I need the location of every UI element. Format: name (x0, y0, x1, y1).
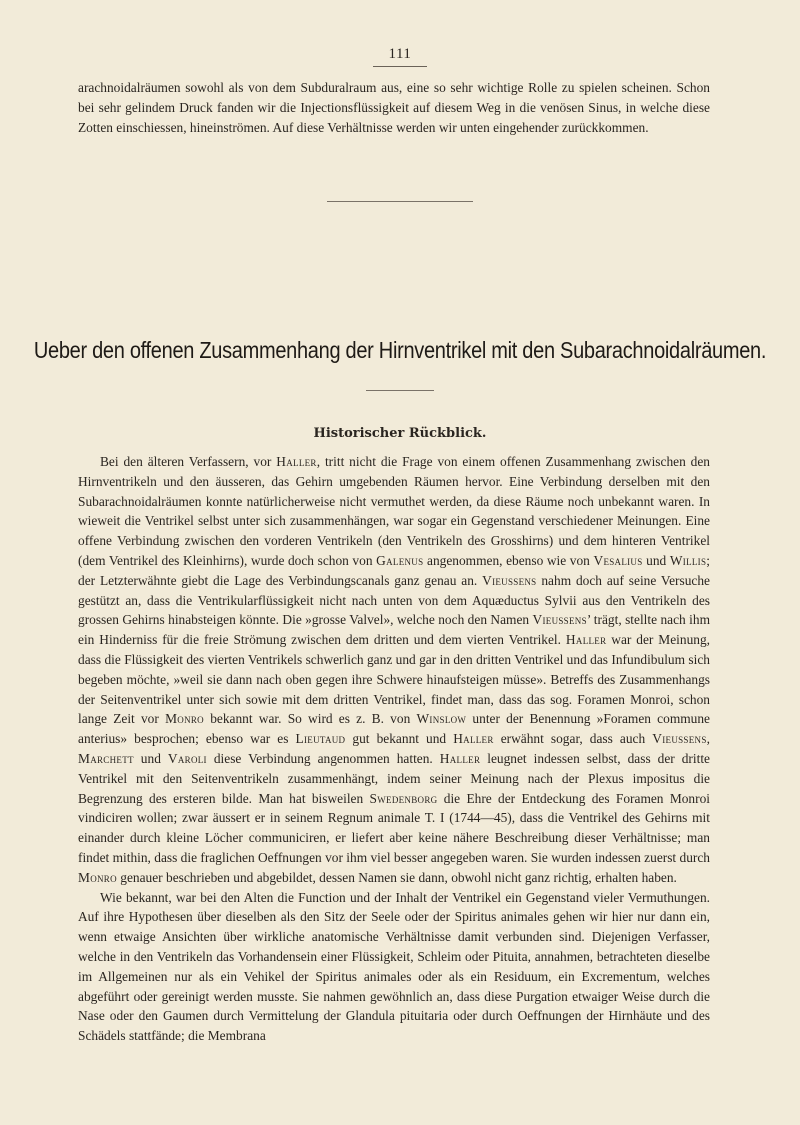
text-run: und (642, 552, 670, 568)
author-name: Vesalius (593, 552, 643, 568)
text-run: Bei den älteren Verfassern, vor (100, 454, 277, 469)
chapter-title: Ueber den offenen Zusammenhang der Hirnventrikel mit den Subarachnoidalräumen. (33, 338, 767, 364)
section-divider (327, 201, 473, 202)
author-name: Haller (439, 750, 481, 766)
text-run: die Ehre der Entdeckung des Foramen Monroi vindiciren wollen; zwar äussert er in seinem Regnum animale T. I (1744—45), dass die Ventrikel des Gehirns mit einander durch kleine Löcher communiciren, er liefert aber keine nähere Beschreibung dieser Verhältnisse; man findet mithin, dass die fraglichen Oeffnungen vor ihm viel besser angegeben waren. Sie wurden indessen zuerst durch (78, 790, 710, 865)
text-run: ’ trägt, stellte nach ihm ein Hinderniss für die freie Strömung zwischen dem dritten und dem vierten Ventrikel. (78, 612, 710, 648)
text-run: angenommen, ebenso wie von (423, 552, 594, 568)
text-run: genauer beschrieben und abgebildet, dessen Namen sie dann, obwohl nicht ganz richtig, erhalten haben. (116, 869, 677, 885)
text-run: gut bekannt und (345, 731, 454, 747)
text-run: diese Verbindung angenommen hatten. (206, 750, 440, 766)
intro-paragraph: arachnoidalräumen sowohl als von dem Subduralraum aus, eine so sehr wichtige Rolle zu spielen scheinen. Schon bei sehr gelindem Druck fanden wir die Injectionsflüssigkeit auf diesem Weg in die venösen Sinus, in welche diese Zotten einschiessen, hineinströmen. Auf diese Verhältnisse werden wir unten eingehender zurückkommen. (78, 80, 710, 135)
title-divider (366, 390, 434, 391)
text-run: erwähnt sogar, dass auch (493, 731, 653, 747)
section-subtitle: Historischer Rückblick. (313, 426, 487, 441)
author-name: Willis (669, 552, 707, 568)
page-number-underline (373, 66, 427, 67)
text-run: unter der Benennung »Foramen commune anterius» besprochen; ebenso war es (78, 711, 710, 747)
text-run: ; der Letzterwähnte giebt die Lage des Verbindungscanals ganz genau an. (78, 552, 710, 588)
page-number: 111 (388, 46, 412, 62)
body-text-block (78, 452, 710, 1046)
text-run: , (706, 731, 710, 747)
author-name: Winslow (416, 711, 467, 727)
author-name: Galenus (376, 552, 424, 568)
text-run: und (133, 750, 168, 766)
author-name: Vieussens (652, 731, 707, 747)
author-name: Haller (453, 731, 494, 747)
author-name: Varoli (167, 750, 207, 766)
author-name: Marchett (78, 750, 134, 766)
text-run: leugnet indessen selbst, dass der dritte Ventrikel mit den Seitenventrikeln zusammenhängt, indem seiner Meinung nach der Plexus impositus die Begrenzung des ersteren bilde. Man hat bisweilen (78, 750, 710, 806)
text-run: , tritt nicht die Frage von einem offenen Zusammenhang zwischen den Hirnventrikeln und den äusseren, das Gehirn umgebenden Räumen hervor. Eine Verbindung derselben mit den Subarachnoidalräumen konnte natürlicherweise nicht vermuthet werden, da diese Räume noch unbekannt waren. In wieweit die Ventrikel selbst unter sich zusammenhängen, war sogar ein Gegenstand verschiedener Meinungen. Eine offene Verbindung zwischen den vorderen Ventrikeln (den Ventrikeln des Grosshirns) und dem hinteren Ventrikel (dem Ventrikel des Kleinhirns), wurde doch schon von (78, 454, 710, 568)
text-run: nahm doch auf seine Versuche gestützt an, dass die Ventrikularflüssigkeit nicht nach unten von dem Aquæductus Sylvii aus den Ventrikeln des grossen Gehirns hinabsteigen könnte. Die »grosse Valvel», welche noch den Namen (78, 572, 710, 628)
body-paragraph-1 (78, 452, 710, 888)
author-name: Haller (565, 632, 607, 648)
text-run: war der Meinung, dass die Flüssigkeit des vierten Ventrikels schwerlich ganz und gar in den dritten Ventrikel und das Infundibulum sich begeben möchte, »weil sie dann nach oben gegen ihre Schwere hinaufsteigen müsse». Betreffs des Zusammenhangs der Seitenventrikel unter sich sowie mit dem dritten Ventrikel, findet man, dass das sog. Foramen Monroi, schon lange Zeit vor (78, 632, 710, 727)
author-name: Swedenborg (369, 790, 438, 806)
author-name: Monro (78, 869, 117, 885)
author-name: Lieutaud (295, 731, 346, 747)
author-name: Vieussens (532, 612, 587, 628)
author-name: Vieussens (482, 572, 537, 588)
text-run: bekannt war. So wird es z. B. von (203, 711, 417, 727)
body-paragraph-2: Wie bekannt, war bei den Alten die Function und der Inhalt der Ventrikel ein Gegenstand vieler Vermuthungen. Auf ihre Hypothesen über dieselben als den Sitz der Seele oder der Spiritus animales gehen wir hier nur dann ein, wenn etwaige Ansichten über wirkliche anatomische Verhältnisse damit verbunden sind. Diejenigen Verfasser, welche in den Ventrikeln das Vorhandensein einer Flüssigkeit, Schleim oder Pituita, annahmen, betrachteten dieselbe im Allgemeinen nur als ein Vehikel der Spiritus animales oder als ein Residuum, ein Excrementum, welches abgeführt oder gereinigt werden musste. Sie nahmen gewöhnlich an, dass diese Purgation etwaiger Weise durch die Nase oder den Gaumen durch Vermittelung der Glandula pituitaria oder durch Oeffnungen der Hirnhäute und des Schädels stattfände; die Membrana (78, 889, 710, 1044)
author-name: Monro (165, 711, 204, 727)
intro-text-block (78, 78, 710, 137)
author-name: Haller (276, 454, 317, 469)
